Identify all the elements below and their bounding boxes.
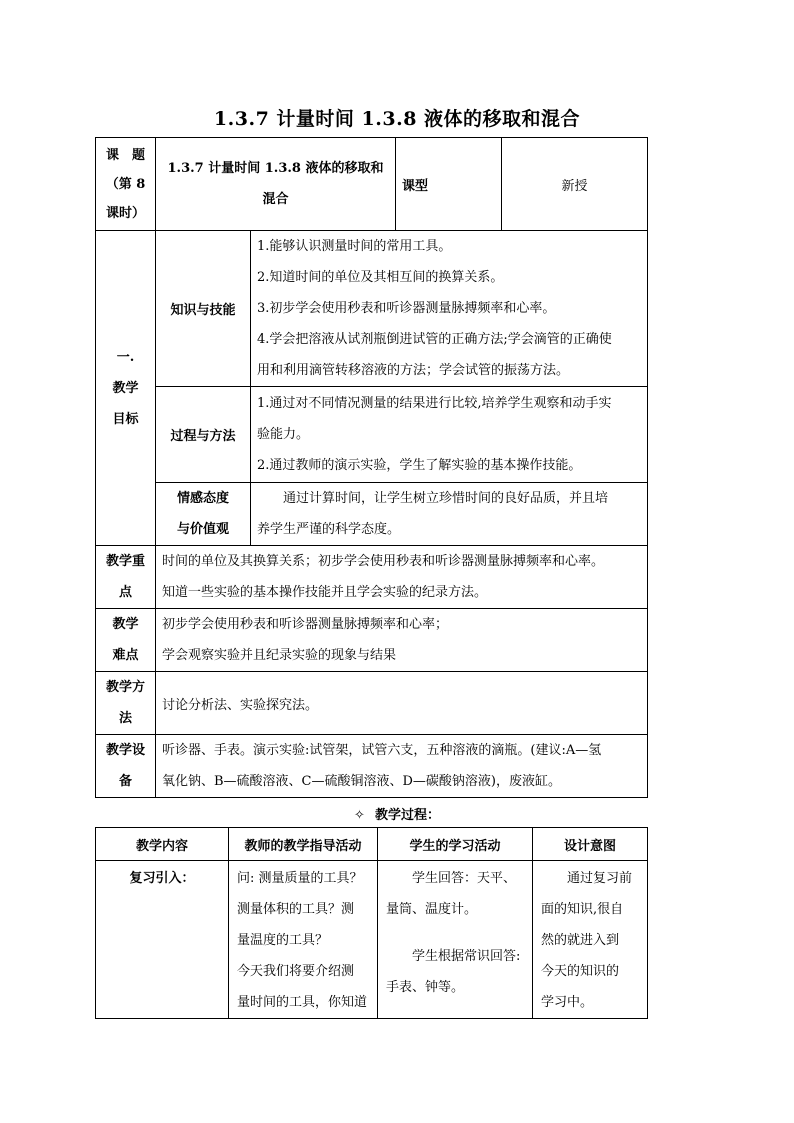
objectives-label-line2: 教学	[112, 380, 139, 396]
process-item: 2.通过教师的演示实验，学生了解实验的基本操作技能。	[257, 458, 582, 473]
key-point-line: 时间的单位及其换算关系；初步学会使用秒表和听诊器测量脉搏频率和心率。	[162, 554, 605, 569]
objectives-attitude-row	[96, 483, 648, 546]
topic-row	[96, 138, 648, 231]
equipment-row	[96, 735, 648, 798]
knowledge-item: 4.学会把溶液从试剂瓶倒进试管的正确方法;学会滴管的正确使	[257, 332, 612, 347]
lesson-type-value: 新授	[502, 138, 648, 231]
attitude-label-line2: 与价值观	[176, 522, 229, 537]
difficulties-label-line1: 教学	[112, 617, 139, 632]
difficulties-label	[96, 609, 156, 672]
process-method-content	[251, 387, 648, 483]
objectives-process-row	[96, 387, 648, 483]
intent-line: 面的知识,很自	[541, 902, 624, 917]
intent-line: 然的就进入到	[541, 933, 620, 948]
page-title: 1.3.7 计量时间 1.3.8 液体的移取和混合	[213, 108, 581, 130]
student-line: 学生根据常识回答:	[412, 949, 521, 964]
process-row-review	[96, 861, 648, 1019]
objectives-label-cell	[96, 231, 156, 546]
attitude-content	[251, 483, 648, 546]
attitude-label	[156, 483, 251, 546]
student-activity-cell	[378, 861, 533, 1019]
knowledge-label: 知识与技能	[156, 231, 251, 387]
equipment-label-line2: 备	[118, 774, 132, 789]
teacher-line: 量时间的工具，你知道	[237, 995, 368, 1010]
header-intent: 设计意图	[533, 828, 648, 861]
key-points-label	[96, 546, 156, 609]
knowledge-item: 用和利用滴管转移溶液的方法；学会试管的振荡方法。	[257, 363, 570, 378]
methods-label	[96, 672, 156, 735]
topic-value-cell	[156, 138, 396, 231]
student-line: 量筒、温度计。	[386, 902, 478, 917]
knowledge-item: 3.初步学会使用秒表和听诊器测量脉搏频率和心率。	[257, 301, 556, 316]
attitude-item: 通过计算时间，让学生树立珍惜时间的良好品质，并且培	[283, 491, 609, 506]
key-points-label-line2: 点	[118, 585, 132, 600]
difficulty-line: 学会观察实验并且纪录实验的现象与结果	[162, 648, 397, 663]
process-table	[95, 827, 648, 1019]
teacher-line: 今天我们将要介绍测	[237, 964, 355, 979]
design-intent-cell	[533, 861, 648, 1019]
topic-value-line1: 1.3.7 计量时间 1.3.8 液体的移取和	[167, 161, 384, 176]
process-item: 验能力。	[257, 427, 310, 442]
topic-value-line2: 混合	[262, 192, 289, 207]
topic-label-line3: 课时）	[105, 205, 145, 221]
objectives-knowledge-row	[96, 231, 648, 387]
process-heading-text: 教学过程：	[374, 808, 440, 823]
key-points-content	[156, 546, 648, 609]
attitude-item: 养学生严谨的科学态度。	[257, 522, 401, 537]
process-heading	[0, 804, 794, 823]
key-points-row	[96, 546, 648, 609]
topic-label-cell	[96, 138, 156, 231]
knowledge-content	[251, 231, 648, 387]
difficulties-row	[96, 609, 648, 672]
equipment-content	[156, 735, 648, 798]
content-cell: 复习引入：	[96, 861, 229, 1019]
difficulties-content	[156, 609, 648, 672]
attitude-label-line1: 情感态度	[176, 491, 229, 506]
knowledge-item: 2.知道时间的单位及其相互间的换算关系。	[257, 270, 504, 285]
header-content: 教学内容	[96, 828, 229, 861]
diamond-icon: ✧	[354, 808, 365, 823]
objectives-label-line3: 目标	[112, 411, 139, 427]
methods-content: 讨论分析法、实验探究法。	[156, 672, 648, 735]
key-point-line: 知道一些实验的基本操作技能并且学会实验的纪录方法。	[162, 585, 488, 600]
equipment-line: 氧化钠、B—硫酸溶液、C—硫酸铜溶液、D—碳酸钠溶液)，废液缸。	[162, 774, 561, 789]
spacer	[386, 925, 528, 941]
student-line: 学生回答：天平、	[412, 871, 517, 886]
difficulties-label-line2: 难点	[112, 648, 139, 663]
equipment-label	[96, 735, 156, 798]
lesson-plan-table	[95, 137, 648, 798]
equipment-label-line1: 教学设	[105, 743, 145, 758]
topic-label-line2: （第 8	[105, 176, 146, 192]
header-student: 学生的学习活动	[378, 828, 533, 861]
teacher-line: 量温度的工具？	[237, 933, 329, 948]
knowledge-item: 1.能够认识测量时间的常用工具。	[257, 239, 452, 254]
methods-row	[96, 672, 648, 735]
header-teacher: 教师的教学指导活动	[229, 828, 378, 861]
objectives-label-line1: 一.	[116, 349, 135, 365]
intent-line: 学习中。	[541, 995, 594, 1010]
process-header-row	[96, 828, 648, 861]
methods-label-line1: 教学方	[105, 680, 145, 695]
difficulty-line: 初步学会使用秒表和听诊器测量脉搏频率和心率；	[162, 617, 449, 632]
key-points-label-line1: 教学重	[105, 554, 145, 569]
teacher-activity-cell	[229, 861, 378, 1019]
teacher-line: 问: 测量质量的工具？	[237, 871, 363, 886]
equipment-line: 听诊器、手表。演示实验:试管架，试管六支，五种溶液的滴瓶。(建议:A—氢	[162, 743, 602, 758]
lesson-type-label: 课型	[396, 138, 502, 231]
process-method-label: 过程与方法	[156, 387, 251, 483]
teacher-line: 测量体积的工具？测	[237, 902, 355, 917]
intent-line: 今天的知识的	[541, 964, 620, 979]
intent-line: 通过复习前	[567, 871, 633, 886]
methods-label-line2: 法	[118, 711, 132, 726]
process-item: 1.通过对不同情况测量的结果进行比较,培养学生观察和动手实	[257, 396, 612, 411]
student-line: 手表、钟等。	[386, 980, 465, 995]
topic-label-line1: 课 题	[105, 147, 145, 163]
